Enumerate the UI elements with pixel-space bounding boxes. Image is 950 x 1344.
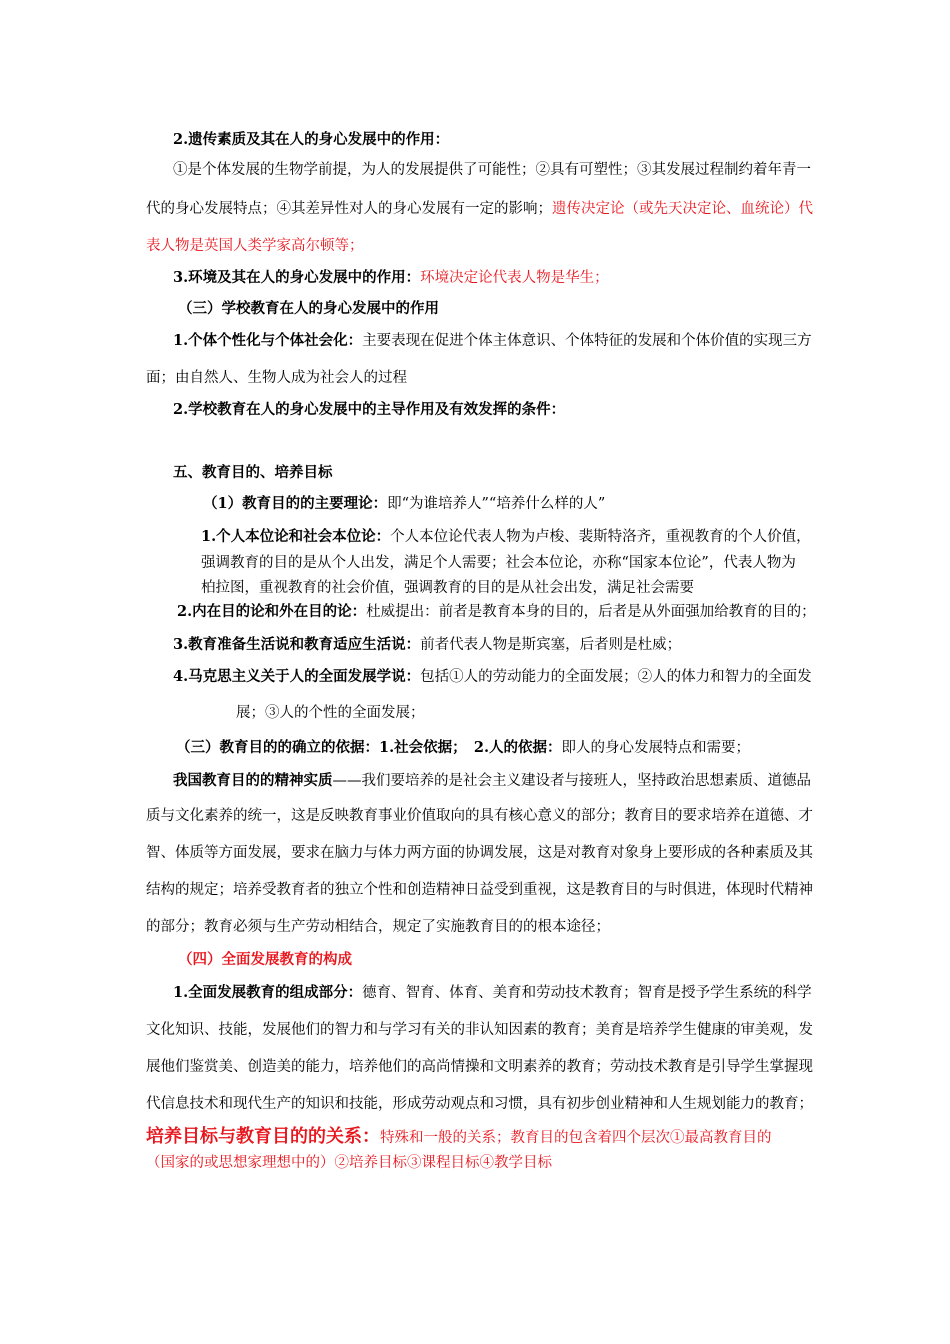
individuality-line-1 bbox=[173, 331, 833, 351]
environment-red-text: 环境决定论代表人物是华生； bbox=[420, 270, 609, 286]
heading-environment: 3.环境及其在人的身心发展中的作用： bbox=[173, 269, 421, 286]
individuality-text: 主要表现在促进个体主体意识、个体特征的发展和个体价值的实现三方 bbox=[362, 333, 812, 349]
heredity-line-2-text: 代的身心发展特点；④其差异性对人的身心发展有一定的影响； bbox=[146, 201, 552, 217]
heading-essence: 我国教育目的的精神实质 bbox=[173, 772, 333, 789]
heading-section-five: 五、教育目的、培养目标 bbox=[173, 464, 333, 481]
heading-theory-1: 1.个人本位论和社会本位论： bbox=[201, 528, 391, 545]
theory-1-line-1 bbox=[201, 527, 861, 547]
heading-heredity: 2.遗传素质及其在人的身心发展中的作用： bbox=[173, 131, 450, 148]
essence-line-4: 结构的规定；培养受教育者的独立个性和创造精神日益受到重视，这是教育目的与时俱进，体现时代精神 bbox=[146, 882, 813, 898]
heading-school-education: （三）学校教育在人的身心发展中的作用 bbox=[178, 300, 439, 317]
heading-main-theories: （1）教育目的的主要理论： bbox=[203, 495, 388, 512]
theory-1-text: 个人本位论代表人物为卢梭、裴斯特洛齐，重视教育的个人价值， bbox=[390, 529, 811, 545]
heredity-line-2 bbox=[146, 199, 813, 219]
heredity-line-1: ①是个体发展的生物学前提，为人的发展提供了可能性；②具有可塑性；③其发展过程制约着年青一 bbox=[173, 162, 811, 178]
heading-theory-2: 2.内在目的论和外在目的论： bbox=[177, 603, 367, 620]
relationship-line-1 bbox=[146, 1126, 806, 1149]
heading-theory-4: 4.马克思主义关于人的全面发展学说： bbox=[173, 668, 421, 685]
basis-line bbox=[176, 738, 836, 758]
essence-line-5: 的部分；教育必须与生产劳动相结合，规定了实施教育目的的根本途径； bbox=[146, 919, 610, 935]
heading-leading-role: 2.学校教育在人的身心发展中的主导作用及有效发挥的条件： bbox=[173, 401, 566, 418]
theory-3-line bbox=[173, 635, 833, 655]
relationship-text: 特殊和一般的关系；教育目的包含着四个层次①最高教育目的 bbox=[380, 1130, 772, 1146]
heading-all-round-development: （四）全面发展教育的构成 bbox=[178, 951, 352, 968]
theory-intro-text: 即“为谁培养人”“培养什么样的人” bbox=[387, 496, 606, 512]
individuality-line-2: 面；由自然人、生物人成为社会人的过程 bbox=[146, 370, 407, 386]
heredity-line-3: 表人物是英国人类学家高尔顿等； bbox=[146, 238, 364, 254]
heading-theory-3: 3.教育准备生活说和教育适应生活说： bbox=[173, 636, 421, 653]
heading-components: 1.全面发展教育的组成部分： bbox=[173, 984, 363, 1001]
heredity-line-2-red: 遗传决定论（或先天决定论、血统论）代 bbox=[552, 201, 813, 217]
theory-2-text: 杜威提出：前者是教育本身的目的，后者是从外面强加给教育的目的； bbox=[366, 604, 816, 620]
components-line-4: 代信息技术和现代生产的知识和技能，形成劳动观点和习惯，具有初步创业精神和人生规划能力的教育； bbox=[146, 1096, 813, 1112]
components-line-2: 文化知识、技能，发展他们的智力和与学习有关的非认知因素的教育；美育是培养学生健康的审美观，发 bbox=[146, 1022, 813, 1038]
relationship-line-2: （国家的或思想家理想中的）②培养目标③课程目标④教学目标 bbox=[146, 1155, 552, 1171]
essence-line-1 bbox=[173, 771, 833, 791]
heading-relationship: 培养目标与教育目的的关系： bbox=[146, 1126, 380, 1147]
heading-basis: （三）教育目的的确立的依据：1.社会依据； 2.人的依据： bbox=[176, 739, 562, 756]
basis-text: 即人的身心发展特点和需要； bbox=[561, 740, 751, 756]
components-text: 德育、智育、体育、美育和劳动技术教育；智育是授予学生系统的科学 bbox=[362, 985, 812, 1001]
theory-3-text: 前者代表人物是斯宾塞，后者则是杜威； bbox=[420, 637, 682, 653]
components-line-1 bbox=[173, 983, 833, 1003]
heading-individuality: 1.个体个性化与个体社会化： bbox=[173, 332, 363, 349]
theory-1-line-3: 柏拉图，重视教育的社会价值，强调教育的目的是从社会出发，满足社会需要 bbox=[201, 580, 694, 596]
essence-line-2: 质与文化素养的统一，这是反映教育事业价值取向的具有核心意义的部分；教育目的要求培养在道德、才 bbox=[146, 808, 813, 824]
theory-intro-line bbox=[203, 494, 863, 514]
theory-4-line-1 bbox=[173, 667, 833, 687]
theory-1-line-2: 强调教育的目的是从个人出发，满足个人需要；社会本位论，亦称“国家本位论”，代表人物为 bbox=[201, 555, 796, 571]
environment-line bbox=[173, 268, 833, 288]
theory-4-line-2: 展；③人的个性的全面发展； bbox=[236, 705, 425, 721]
theory-4-text: 包括①人的劳动能力的全面发展；②人的体力和智力的全面发 bbox=[420, 669, 812, 685]
essence-text: ——我们要培养的是社会主义建设者与接班人，坚持政治思想素质、道德品 bbox=[332, 773, 811, 789]
theory-2-line bbox=[177, 602, 837, 622]
essence-line-3: 智、体质等方面发展，要求在脑力与体力两方面的协调发展，这是对教育对象身上要形成的各种素质及其 bbox=[146, 845, 813, 861]
components-line-3: 展他们鉴赏美、创造美的能力，培养他们的高尚情操和文明素养的教育；劳动技术教育是引导学生掌握现 bbox=[146, 1059, 813, 1075]
